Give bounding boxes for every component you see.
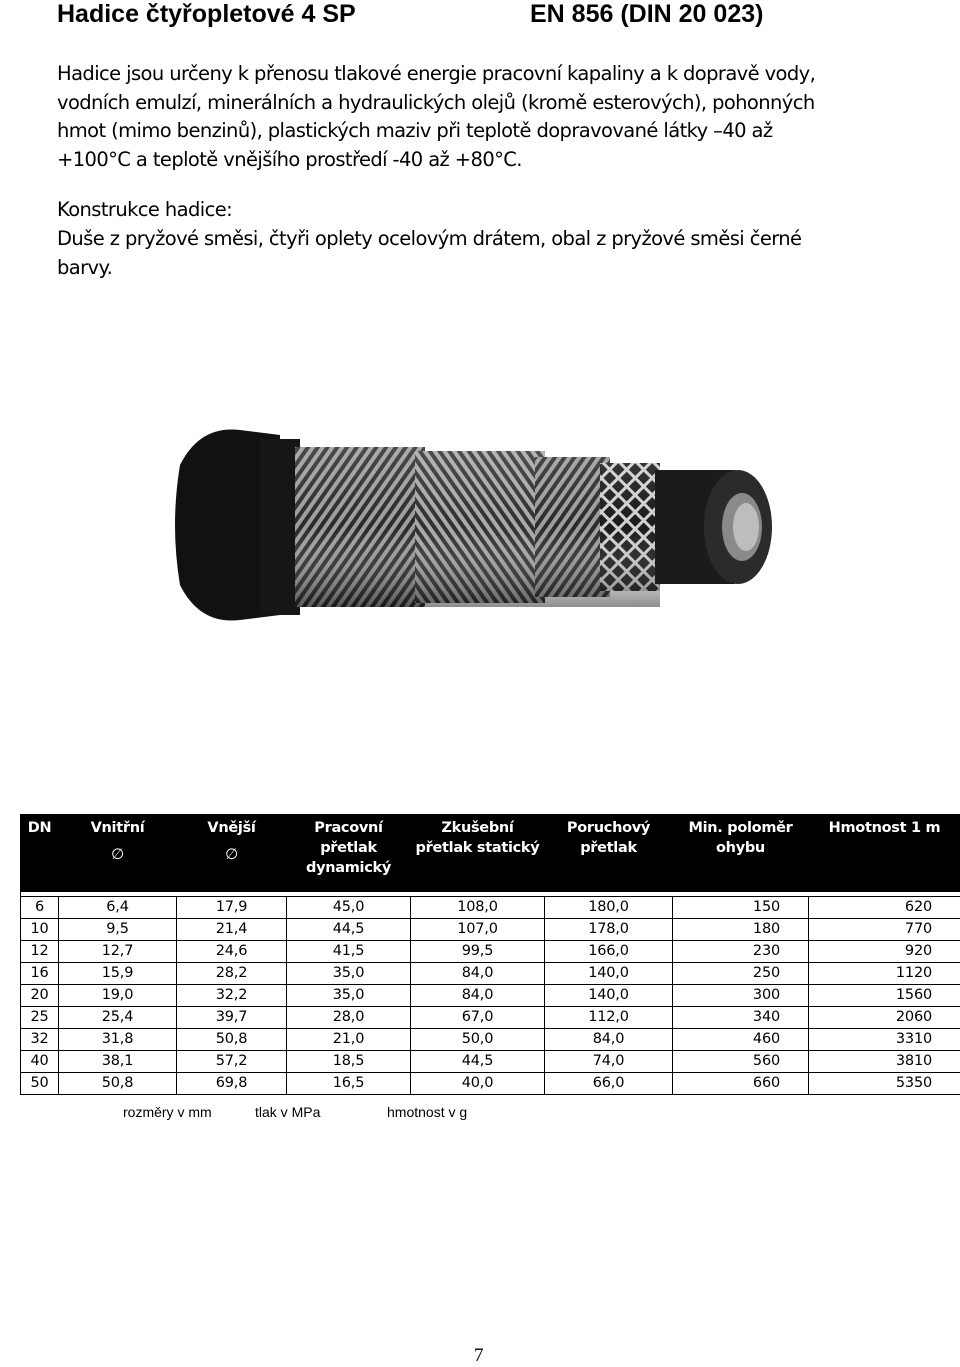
cell-test: 108,0 — [411, 897, 545, 919]
cell-radius: 150 — [673, 897, 809, 919]
cell-outer: 57,2 — [177, 1051, 287, 1073]
hose-spec-table — [20, 814, 960, 1095]
cell-dn: 12 — [21, 941, 59, 963]
intro-paragraph — [57, 60, 887, 174]
cell-working: 45,0 — [287, 897, 411, 919]
cell-test: 99,5 — [411, 941, 545, 963]
cell-test: 84,0 — [411, 963, 545, 985]
cell-weight: 620 — [809, 897, 960, 919]
cell-burst: 74,0 — [545, 1051, 673, 1073]
table-row — [21, 897, 960, 919]
cell-inner: 31,8 — [59, 1029, 177, 1051]
cell-weight: 3310 — [809, 1029, 960, 1051]
cell-test: 107,0 — [411, 919, 545, 941]
cell-inner: 19,0 — [59, 985, 177, 1007]
intro-line: Hadice jsou určeny k přenosu tlakové energie pracovní kapaliny a k dopravě vody, — [57, 60, 887, 89]
cell-dn: 25 — [21, 1007, 59, 1029]
units-dimensions: rozměry v mm — [123, 1104, 212, 1120]
cell-working: 44,5 — [287, 919, 411, 941]
cell-radius: 250 — [673, 963, 809, 985]
cell-weight: 920 — [809, 941, 960, 963]
units-weight: hmotnost v g — [387, 1104, 467, 1120]
cell-weight: 2060 — [809, 1007, 960, 1029]
intro-line: vodních emulzí, minerálních a hydraulických olejů (kromě esterových), pohonných — [57, 89, 887, 118]
hydraulic-hose-cutaway-icon — [160, 425, 780, 630]
cell-outer: 50,8 — [177, 1029, 287, 1051]
cell-burst: 166,0 — [545, 941, 673, 963]
cell-outer: 28,2 — [177, 963, 287, 985]
cell-weight: 770 — [809, 919, 960, 941]
cell-burst: 140,0 — [545, 963, 673, 985]
cell-burst: 180,0 — [545, 897, 673, 919]
cell-dn: 6 — [21, 897, 59, 919]
cell-radius: 230 — [673, 941, 809, 963]
cell-burst: 140,0 — [545, 985, 673, 1007]
units-pressure: tlak v MPa — [255, 1104, 320, 1120]
table-row — [21, 963, 960, 985]
cell-weight: 1560 — [809, 985, 960, 1007]
cell-test: 40,0 — [411, 1073, 545, 1095]
col-header-burst-pressure: Poruchový přetlak — [545, 815, 673, 892]
col-header-outer-diameter: Vnější ∅ — [177, 815, 287, 892]
construction-text: barvy. — [57, 253, 897, 282]
cell-working: 21,0 — [287, 1029, 411, 1051]
cell-working: 28,0 — [287, 1007, 411, 1029]
cell-dn: 20 — [21, 985, 59, 1007]
cell-dn: 32 — [21, 1029, 59, 1051]
cell-radius: 560 — [673, 1051, 809, 1073]
diameter-icon: ∅ — [179, 844, 284, 864]
cell-working: 18,5 — [287, 1051, 411, 1073]
cell-weight: 3810 — [809, 1051, 960, 1073]
cell-test: 50,0 — [411, 1029, 545, 1051]
cell-inner: 12,7 — [59, 941, 177, 963]
col-header-dn: DN — [21, 815, 59, 892]
table-row — [21, 1029, 960, 1051]
table-row — [21, 919, 960, 941]
cell-inner: 25,4 — [59, 1007, 177, 1029]
cell-outer: 39,7 — [177, 1007, 287, 1029]
col-header-working-pressure: Pracovní přetlak dynamický — [287, 815, 411, 892]
construction-heading: Konstrukce hadice: — [57, 195, 897, 224]
cell-radius: 180 — [673, 919, 809, 941]
cell-test: 67,0 — [411, 1007, 545, 1029]
cell-outer: 32,2 — [177, 985, 287, 1007]
table-row — [21, 985, 960, 1007]
cell-inner: 38,1 — [59, 1051, 177, 1073]
cell-burst: 178,0 — [545, 919, 673, 941]
cell-inner: 9,5 — [59, 919, 177, 941]
cell-radius: 660 — [673, 1073, 809, 1095]
cell-outer: 17,9 — [177, 897, 287, 919]
cell-weight: 5350 — [809, 1073, 960, 1095]
table-row — [21, 1007, 960, 1029]
standard-designation: EN 856 (DIN 20 023) — [530, 0, 763, 29]
cell-dn: 10 — [21, 919, 59, 941]
table-row — [21, 1051, 960, 1073]
construction-section — [57, 195, 897, 282]
table-row — [21, 1073, 960, 1095]
cell-inner: 6,4 — [59, 897, 177, 919]
construction-text: Duše z pryžové směsi, čtyři oplety ocelovým drátem, obal z pryžové směsi černé — [57, 224, 897, 253]
cell-working: 35,0 — [287, 985, 411, 1007]
cell-radius: 300 — [673, 985, 809, 1007]
cell-radius: 460 — [673, 1029, 809, 1051]
cell-burst: 112,0 — [545, 1007, 673, 1029]
col-header-test-pressure: Zkušební přetlak statický — [411, 815, 545, 892]
cell-dn: 50 — [21, 1073, 59, 1095]
page-number: 7 — [474, 1345, 484, 1367]
cell-outer: 21,4 — [177, 919, 287, 941]
document-title: Hadice čtyřopletové 4 SP — [57, 0, 356, 29]
col-header-bend-radius: Min. poloměr ohybu — [673, 815, 809, 892]
table-row — [21, 941, 960, 963]
cell-radius: 340 — [673, 1007, 809, 1029]
cell-working: 41,5 — [287, 941, 411, 963]
cell-working: 35,0 — [287, 963, 411, 985]
cell-test: 44,5 — [411, 1051, 545, 1073]
intro-line: +100°C a teplotě vnějšího prostředí -40 až +80°C. — [57, 146, 887, 175]
cell-working: 16,5 — [287, 1073, 411, 1095]
intro-line: hmot (mimo benzinů), plastických maziv při teplotě dopravované látky –40 až — [57, 117, 887, 146]
cell-dn: 16 — [21, 963, 59, 985]
cell-burst: 84,0 — [545, 1029, 673, 1051]
cell-test: 84,0 — [411, 985, 545, 1007]
col-header-inner-diameter: Vnitřní ∅ — [59, 815, 177, 892]
cell-outer: 24,6 — [177, 941, 287, 963]
cell-weight: 1120 — [809, 963, 960, 985]
table-header-row — [21, 815, 960, 892]
cell-burst: 66,0 — [545, 1073, 673, 1095]
cell-dn: 40 — [21, 1051, 59, 1073]
cell-inner: 50,8 — [59, 1073, 177, 1095]
col-header-weight: Hmotnost 1 m — [809, 815, 960, 892]
hose-image — [160, 425, 780, 630]
cell-outer: 69,8 — [177, 1073, 287, 1095]
cell-inner: 15,9 — [59, 963, 177, 985]
diameter-icon: ∅ — [61, 844, 174, 864]
